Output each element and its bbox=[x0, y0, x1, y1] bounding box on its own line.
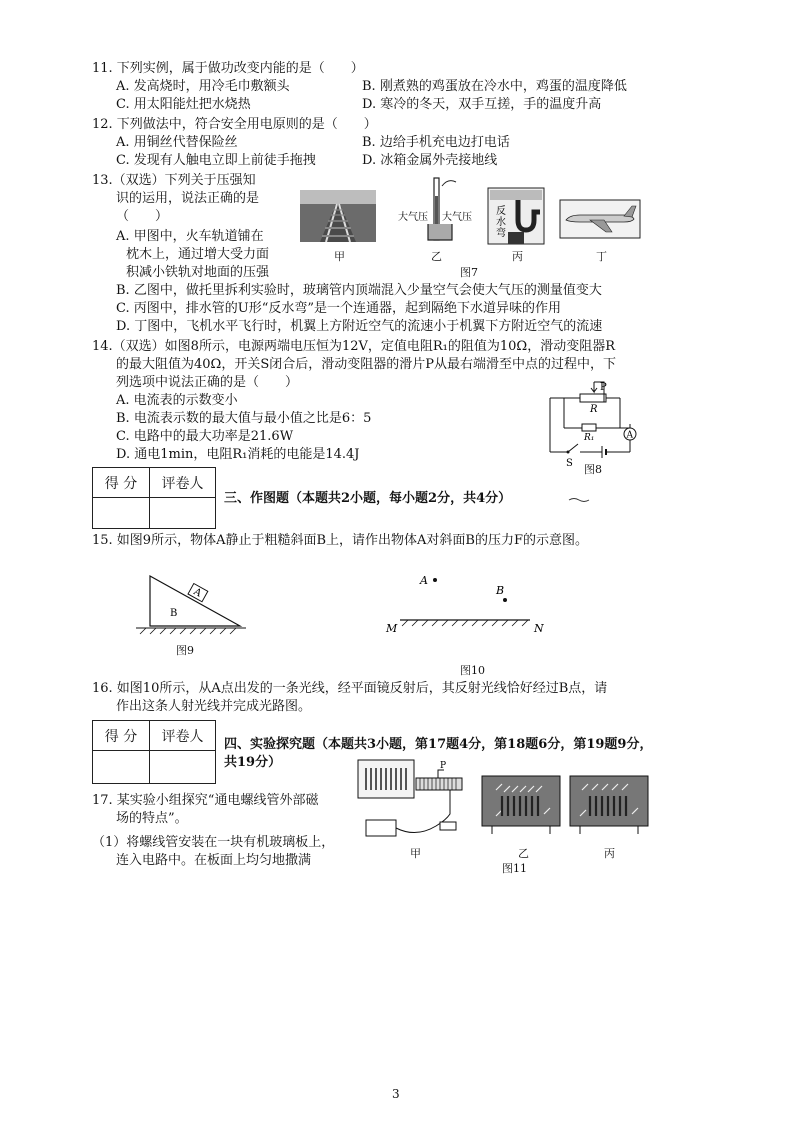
score-cell bbox=[93, 751, 150, 784]
q13-stem-3: （ ） bbox=[116, 209, 169, 224]
fig10-caption: 图10 bbox=[460, 664, 485, 677]
fig11-caption: 图11 bbox=[502, 862, 527, 875]
q14-option-a: A. 电流表的示数变小 bbox=[116, 393, 238, 408]
q12-option-b: B. 边给手机充电边打电话 bbox=[362, 135, 510, 150]
atm-left-label: 大气压 bbox=[398, 212, 428, 223]
fig7-label-ding: 丁 bbox=[596, 250, 607, 263]
figure-7-bing-trap bbox=[488, 188, 544, 244]
q13-option-b: B. 乙图中，做托里拆利实验时，玻璃管内顶端混入少量空气会使大气压的测量值变大 bbox=[116, 283, 602, 298]
pen-mark bbox=[568, 492, 590, 500]
score-box-section-3 bbox=[92, 467, 216, 529]
fig8-ammeter-label: A bbox=[626, 430, 633, 441]
fig8-switch-label: S bbox=[566, 458, 573, 469]
fig11-label-bing: 丙 bbox=[604, 847, 615, 860]
fig11-label-yi: 乙 bbox=[518, 847, 529, 860]
q11-option-b: B. 刚煮熟的鸡蛋放在冷水中，鸡蛋的温度降低 bbox=[362, 79, 627, 94]
q17-text-3: （1）将螺线管安装在一块有机玻璃板上， bbox=[92, 835, 335, 850]
fig7-label-bing: 丙 bbox=[512, 250, 523, 263]
figure-7-jia-railway bbox=[300, 190, 376, 242]
figure-11-yi-iron-filings bbox=[482, 776, 560, 834]
q11-option-a: A. 发高烧时，用冷毛巾敷额头 bbox=[116, 79, 290, 94]
q11-option-d: D. 寒冷的冬天，双手互搓，手的温度升高 bbox=[362, 97, 602, 112]
section-3-heading: 三、作图题（本题共2小题，每小题2分，共4分） bbox=[224, 491, 512, 506]
q12-stem: 12. 下列做法中，符合安全用电原则的是（ ） bbox=[92, 117, 377, 132]
page-number: 3 bbox=[392, 1087, 400, 1101]
trap-char-2: 水 bbox=[496, 217, 506, 228]
grader-label: 评卷人 bbox=[150, 468, 216, 498]
q13-stem-1: 13.（双选）下列关于压强知 bbox=[92, 173, 256, 188]
score-box-section-4 bbox=[92, 720, 216, 784]
q12-option-d: D. 冰箱金属外壳接地线 bbox=[362, 153, 498, 168]
q14-stem-3: 列选项中说法正确的是（ ） bbox=[116, 375, 299, 390]
figure-8-circuit bbox=[546, 378, 646, 474]
q13-option-c: C. 丙图中，排水管的U形“反水弯”是一个连通器，起到隔绝下水道异味的作用 bbox=[116, 301, 561, 316]
q13-option-d: D. 丁图中，飞机水平飞行时，机翼上方附近空气的流速小于机翼下方附近空气的流速 bbox=[116, 319, 603, 334]
fig10-point-b-label: B bbox=[496, 584, 505, 597]
q12-option-c: C. 发现有人触电立即上前徒手拖拽 bbox=[116, 153, 316, 168]
q12-option-a: A. 用铜丝代替保险丝 bbox=[116, 135, 238, 150]
fig7-label-yi: 乙 bbox=[431, 250, 442, 263]
q14-stem-1: 14.（双选）如图8所示，电源两端电压恒为12V，定值电阻R₁的阻值为10Ω，滑动变阻器R bbox=[92, 339, 615, 354]
fig8-caption: 图8 bbox=[584, 463, 602, 476]
fig10-m-label: M bbox=[386, 622, 398, 635]
q15-text: 15. 如图9所示，物体A静止于粗糙斜面B上，请作出物体A对斜面B的压力F的示意图。 bbox=[92, 533, 588, 548]
fig8-r1-label: R₁ bbox=[584, 433, 595, 443]
fig10-n-label: N bbox=[534, 622, 544, 635]
grader-cell bbox=[150, 751, 216, 784]
section-4-heading-1: 四、实验探究题（本题共3小题，第17题4分，第18题6分，第19题9分， bbox=[224, 737, 653, 752]
figure-7-yi-torricelli bbox=[398, 176, 472, 244]
q14-option-b: B. 电流表示数的最大值与最小值之比是6：5 bbox=[116, 411, 372, 426]
q11-option-c: C. 用太阳能灶把水烧热 bbox=[116, 97, 251, 112]
score-cell bbox=[93, 498, 150, 529]
fig9-caption: 图9 bbox=[176, 644, 194, 657]
fig7-label-jia: 甲 bbox=[334, 250, 345, 263]
section-4-heading-2: 共19分） bbox=[224, 755, 282, 770]
q14-option-c: C. 电路中的最大功率是21.6W bbox=[116, 429, 294, 444]
fig7-caption: 图7 bbox=[460, 266, 478, 279]
atm-right-label: 大气压 bbox=[442, 212, 472, 223]
q13-option-a-3: 积减小铁轨对地面的压强 bbox=[126, 265, 270, 280]
q11-stem: 11. 下列实例，属于做功改变内能的是（ ） bbox=[92, 61, 364, 76]
grader-cell bbox=[150, 498, 216, 529]
fig11-label-jia: 甲 bbox=[410, 847, 421, 860]
figure-9-incline bbox=[136, 570, 246, 636]
fig10-point-a-label: A bbox=[420, 574, 428, 587]
score-label: 得 分 bbox=[93, 721, 150, 751]
fig8-p-label: P bbox=[600, 382, 607, 393]
q17-text-1: 17. 某实验小组探究“通电螺线管外部磁 bbox=[92, 793, 319, 808]
q13-option-a-1: A. 甲图中，火车轨道铺在 bbox=[116, 229, 264, 244]
fig11-p-label: P bbox=[440, 761, 447, 771]
q14-option-d: D. 通电1min，电阻R₁消耗的电能是14.4J bbox=[116, 447, 360, 462]
fig8-r-label: R bbox=[590, 404, 598, 415]
fig9-block-label: A bbox=[191, 586, 204, 600]
score-label: 得 分 bbox=[93, 468, 150, 498]
q16-text-2: 作出这条人射光线并完成光路图。 bbox=[116, 699, 312, 714]
q14-stem-2: 的最大阻值为40Ω，开关S闭合后，滑动变阻器的滑片P从最右端滑至中点的过程中，下 bbox=[116, 357, 616, 372]
trap-char-3: 弯 bbox=[496, 228, 506, 239]
trap-char-1: 反 bbox=[496, 206, 506, 217]
q17-text-4: 连入电路中。在板面上均匀地撒满 bbox=[116, 853, 312, 868]
q13-option-a-2: 枕木上，通过增大受力面 bbox=[126, 247, 270, 262]
figure-10-mirror bbox=[380, 566, 550, 638]
figure-11-bing-iron-filings bbox=[570, 776, 648, 834]
q17-text-2: 场的特点”。 bbox=[116, 811, 188, 826]
q16-text-1: 16. 如图10所示，从A点出发的一条光线，经平面镜反射后，其反射光线恰好经过B点，请 bbox=[92, 681, 608, 696]
fig9-slope-label: B bbox=[170, 608, 178, 619]
figure-7-ding-airplane bbox=[560, 200, 640, 238]
figure-11-jia-setup bbox=[356, 758, 472, 840]
grader-label: 评卷人 bbox=[150, 721, 216, 751]
q13-stem-2: 识的运用，说法正确的是 bbox=[116, 191, 260, 206]
